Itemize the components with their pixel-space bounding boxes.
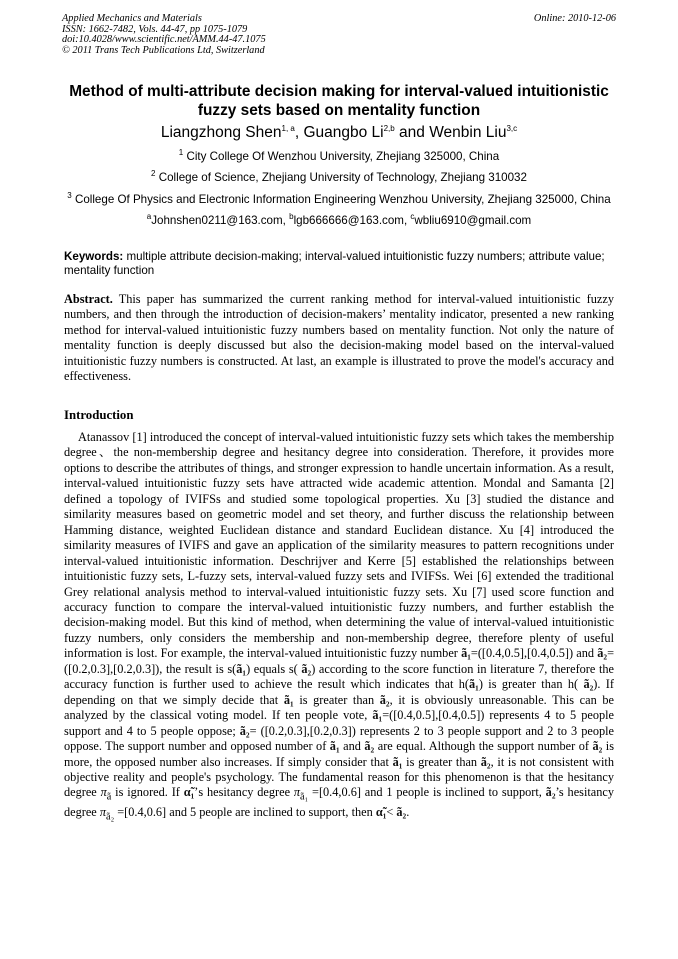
intro-text: < — [386, 805, 397, 820]
keywords-label: Keywords: — [64, 250, 124, 263]
intro-text: = ([0.2,0.3],[0.2,0.3]) represents 2 to 3 people support and 2 to 3 people oppose. The support number and opposed number of — [64, 723, 615, 754]
intro-text: ) equals s( — [246, 661, 302, 676]
math-symbol: ã₁ — [392, 754, 403, 769]
doi-line: doi:10.4028/www.scientific.net/AMM.44-47.1075 — [62, 34, 266, 46]
intro-text: ) is greater than h( — [478, 677, 584, 692]
math-symbol: ã₁ — [372, 708, 383, 723]
introduction-paragraph — [64, 430, 614, 825]
math-symbol: α̃₁ — [183, 785, 195, 800]
intro-text: , it is obviously unreasonable. This can be analyzed by the classical voting model. If ten people vote, — [64, 692, 614, 723]
math-symbol: ã₁ — [283, 692, 294, 707]
abstract-text: This paper has summarized the current ranking method for interval-valued intuitionistic fuzzy numbers, and then through the introduction of decision-makers’ mentality indicator, presented a new ranking method for interval-valued intuitionistic fuzzy numbers based on mentality function. Not only the nature of mentality function is deeply discussed but also the decision-making model based on the interval-valued intuitionistic fuzzy numbers is constructed. At last, an example is illustrated to prove the model's accuracy and effectiveness. — [64, 292, 614, 384]
intro-text: ’s hesitancy degree — [64, 785, 614, 820]
intro-text: =([0.4,0.5],[0.4,0.5]) and — [470, 646, 598, 661]
affiliation-1-text: City College Of Wenzhou University, Zhejiang 325000, China — [183, 150, 500, 163]
author-3: and Wenbin Liu — [394, 124, 507, 141]
math-symbol: ã₂ — [379, 692, 390, 707]
intro-text: is ignored. If — [111, 785, 184, 800]
email-b-sup: b — [289, 212, 294, 222]
math-symbol: ã₂ — [364, 739, 375, 754]
math-subscript: ã₁ — [300, 791, 309, 803]
math-symbol: ã₁ — [461, 646, 471, 661]
affiliation-2-sup: 2 — [151, 169, 156, 179]
intro-text: is greater than — [293, 692, 380, 707]
math-symbol: ã₂ — [545, 785, 556, 800]
paper-title: Method of multi-attribute decision making for interval-valued intuitionistic fuzzy sets based on mentality function — [69, 83, 609, 119]
math-symbol: ã₂ — [396, 805, 407, 820]
math-subscript: ã — [106, 791, 112, 803]
intro-text: ’s hesitancy degree — [194, 785, 294, 800]
affiliation-3-text: College Of Physics and Electronic Information Engineering Wenzhou University, Zhejiang 325000, China — [71, 193, 611, 206]
abstract — [64, 292, 614, 385]
intro-text: ) according to the score function in literature 7, therefore the accuracy function is further used to achieve the result which indicates that h( — [64, 661, 614, 692]
math-symbol: ã₂ — [597, 646, 608, 661]
intro-text: =([0.4,0.5],[0.4,0.5]) represents 4 to 5 people support and 4 to 5 people oppose; — [64, 708, 614, 738]
author-3-sup: 3,c — [506, 123, 518, 133]
journal-header — [62, 14, 616, 56]
intro-text: and — [339, 739, 365, 754]
math-symbol: π — [99, 805, 107, 820]
author-2-sup: 2,b — [383, 123, 395, 133]
abstract-label: Abstract. — [64, 292, 113, 306]
math-symbol: ã₁ — [468, 677, 479, 692]
math-symbol: ã₂ — [592, 739, 603, 754]
intro-text: =[0.4,0.6] and 1 people is inclined to support, — [308, 785, 546, 800]
intro-text: . — [406, 805, 410, 820]
intro-text: , it is not consistent with objective reality and people's psychology. The fundamental reason for this phenomenon is that the hesitancy degree — [64, 754, 614, 800]
email-b: lgb666666@163.com, — [293, 214, 411, 227]
intro-text: = ([0.2,0.3],[0.2,0.3]), the result is s( — [64, 646, 614, 676]
affiliation-3-sup: 3 — [67, 191, 72, 201]
author-1-sup: 1, a — [281, 123, 295, 133]
math-symbol: ã₁ — [236, 661, 247, 676]
section-heading-introduction: Introduction — [64, 408, 134, 422]
online-date: Online: 2010-12-06 — [533, 13, 616, 24]
email-c-sup: c — [410, 212, 415, 222]
math-subscript: ã₂ — [106, 811, 115, 823]
affiliation-1 — [40, 150, 638, 164]
affiliation-2 — [40, 171, 638, 185]
author-1: Liangzhong Shen — [160, 124, 282, 141]
journal-name: Applied Mechanics and Materials — [62, 13, 202, 24]
math-symbol: ã₂ — [480, 754, 491, 769]
intro-text: is greater than — [402, 754, 481, 769]
math-symbol: α̃₁ — [375, 805, 387, 820]
email-a: Johnshen0211@163.com, — [151, 214, 290, 227]
math-symbol: π — [293, 785, 301, 800]
intro-text: Atanassov [1] introduced the concept of interval-valued intuitionistic fuzzy sets which takes the membership degree、the non-membership degree and hesitancy degree into consideration. Therefore, it provides more options to describe the attributes of things, and stronger expression to handle uncertain information. As a result, interval-valued intuitionistic fuzzy sets have attracted wide academic attention. Mondal and Samanta [2] defined a topology of IVIFSs and studied some topological properties. Xu [3] studied the distance and similarity measures based on geometric model and set theory, and further discuss the relationship between Hamming distance, weighted Euclidean distance and standard Euclidean distance. Xu [4] introduced the similarity measures of IVIFS and gave an application of the similarity measures to pattern recognitions under interval-valued intuitionistic information. Deschrijver and Kerre [5] established the relationships between intuitionistic fuzzy sets, L-fuzzy sets, interval-valued fuzzy sets and IVIFSs. Wei [6] extended the traditional Grey relational analysis method to interval-valued intuitionistic fuzzy sets. Xu [7] used score function and accuracy function to compare the interval-valued intuitionistic fuzzy numbers, and further establish the decision-making model. But this kind of method, when determining the value of interval-valued intuitionistic fuzzy numbers, only considers the membership and non-membership degree, therefore plenty of useful information is lost. For example, the interval-valued intuitionistic fuzzy number — [64, 430, 614, 661]
math-symbol: ã₂ — [583, 677, 594, 692]
copyright-line: © 2011 Trans Tech Publications Ltd, Switzerland — [62, 44, 265, 56]
email-line — [40, 214, 638, 228]
intro-text: =[0.4,0.6] and 5 people are inclined to support, then — [114, 805, 376, 820]
math-symbol: ã₁ — [329, 739, 340, 754]
affiliation-1-sup: 1 — [178, 148, 184, 158]
intro-text: are equal. Although the support number of — [374, 739, 593, 754]
keywords-text: multiple attribute decision-making; interval-valued intuitionistic fuzzy numbers; attribute value; mentality function — [64, 250, 605, 277]
intro-text: is more, the opposed number also increases. If simply consider that — [64, 739, 614, 769]
affiliation-3 — [40, 193, 638, 207]
affiliation-2-text: College of Science, Zhejiang University of Technology, Zhejiang 310032 — [155, 171, 527, 184]
intro-text: ). If depending on that we simply decide that — [64, 677, 614, 707]
email-a-sup: a — [146, 212, 152, 222]
author-2: , Guangbo Li — [294, 124, 384, 141]
math-symbol: π — [100, 785, 107, 800]
math-symbol: ã₂ — [239, 723, 250, 738]
keywords — [64, 250, 616, 278]
math-symbol: ã₂ — [301, 661, 312, 676]
issn-line: ISSN: 1662-7482, Vols. 44-47, pp 1075-1079 — [62, 23, 248, 35]
author-list — [62, 124, 616, 142]
email-c: wbliu6910@gmail.com — [414, 214, 532, 227]
